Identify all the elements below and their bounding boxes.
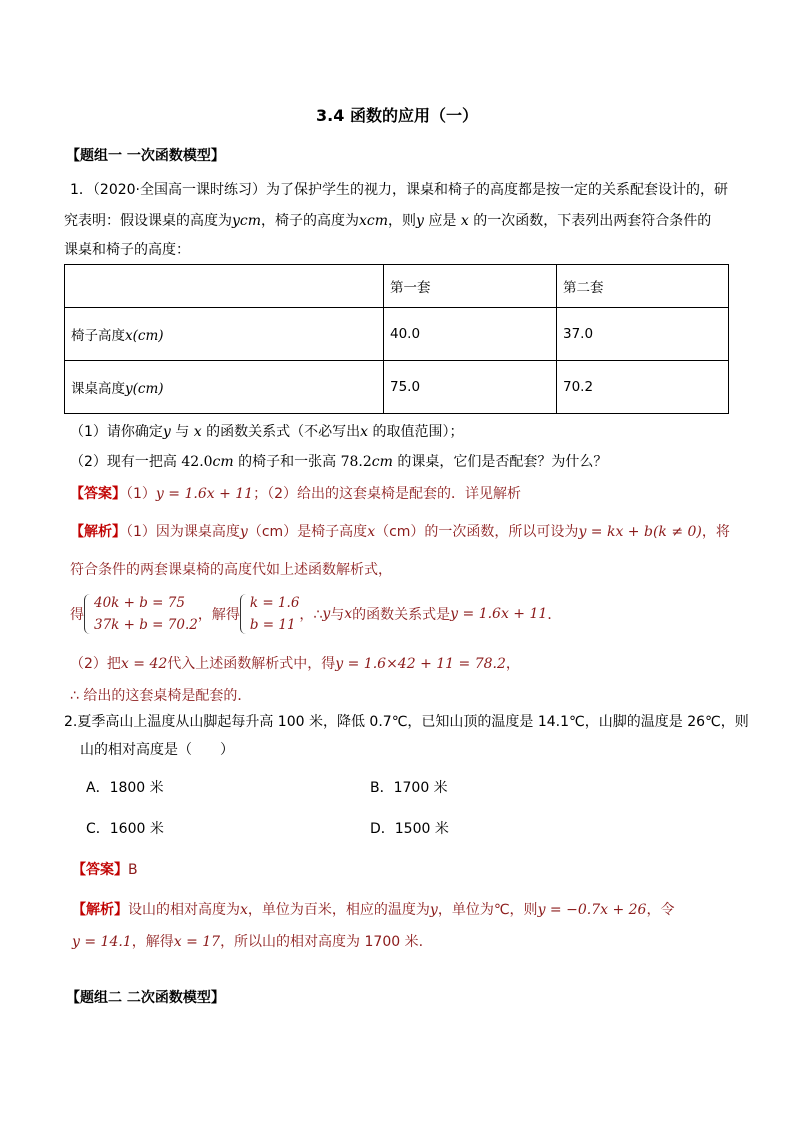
height-table (64, 264, 729, 414)
table-row-label: 课桌高度y(cm) (65, 361, 384, 414)
q2-line-1: 2.夏季高山上温度从山脚起每升高 100 米，降低 0.7℃，已知山顶的温度是 14.1℃，山脚的温度是 26℃，则 (64, 714, 749, 730)
q1-analysis-part-2: （2）把x = 42代入上述函数解析式中，得y = 1.6×42 + 11 = 78.2， (70, 656, 520, 672)
q2-line-2: 山的相对高度是（ ） (80, 742, 234, 758)
table-header-cell: 第一套 (384, 265, 557, 308)
table-cell: 40.0 (384, 308, 557, 361)
q1-equation-system: 得40k + b = 75 37k + b = 70.2，解得k = 1.6 b = 11，∴y与x的函数关系式是y = 1.6x + 11． (70, 592, 561, 636)
table-header-cell (65, 265, 384, 308)
group-heading-1: 【题组一 一次函数模型】 (66, 148, 225, 164)
answer-label: 【答案】 (70, 486, 126, 502)
table-header-cell: 第二套 (557, 265, 729, 308)
q1-conclusion: ∴ 给出的这套桌椅是配套的． (70, 688, 252, 704)
page-title: 3.4 函数的应用（一） (316, 106, 478, 125)
analysis-label: 【解析】 (72, 902, 128, 918)
table-cell: 37.0 (557, 308, 729, 361)
table-row (65, 308, 729, 361)
q1-sub-question-1: （1）请你确定y 与 x 的函数关系式（不必写出x 的取值范围）； (70, 424, 464, 440)
q1-sub-question-2: （2）现有一把高 42.0cm 的椅子和一张高 78.2cm 的课桌，它们是否配套？为什么？ (70, 454, 608, 470)
q2-option-d[interactable]: D．1500 米 (370, 821, 449, 837)
q1-line-2: 究表明：假设课桌的高度为ycm，椅子的高度为xcm，则y 应是 x 的一次函数，下表列出两套符合条件的 (64, 213, 712, 229)
table-cell: 70.2 (557, 361, 729, 414)
q1-answer: 【答案】（1）y = 1.6x + 11；（2）给出的这套桌椅是配套的．详见解析 (70, 486, 521, 502)
q2-option-a[interactable]: A．1800 米 (86, 780, 164, 796)
q2-answer: 【答案】B (72, 862, 138, 878)
equation-system-1: 40k + b = 75 37k + b = 70.2 (84, 592, 198, 636)
analysis-label: 【解析】 (70, 524, 126, 540)
q2-analysis-line-1: 【解析】设山的相对高度为x，单位为百米，相应的温度为y，单位为℃，则y = −0.7x + 26，令 (72, 902, 675, 918)
table-row (65, 361, 729, 414)
answer-label: 【答案】 (72, 862, 128, 878)
q2-analysis-line-2: y = 14.1，解得x = 17，所以山的相对高度为 1700 米. (72, 934, 424, 950)
q1-line-3: 课桌和椅子的高度： (64, 242, 190, 258)
q2-option-c[interactable]: C．1600 米 (86, 821, 164, 837)
table-row-label: 椅子高度x(cm) (65, 308, 384, 361)
table-cell: 75.0 (384, 361, 557, 414)
group-heading-2: 【题组二 二次函数模型】 (66, 990, 225, 1006)
q1-line-1: 1．（2020·全国高一课时练习）为了保护学生的视力，课桌和椅子的高度都是按一定的关系配套设计的，研 (70, 182, 728, 198)
q1-analysis-line-1: 【解析】（1）因为课桌高度y（cm）是椅子高度x（cm）的一次函数，所以可设为y = kx + b(k ≠ 0)，将 (70, 524, 730, 540)
q1-analysis-line-2: 符合条件的两套课桌椅的高度代如上述函数解析式， (70, 562, 392, 578)
q2-option-b[interactable]: B．1700 米 (370, 780, 448, 796)
equation-system-2: k = 1.6 b = 11 (240, 592, 300, 636)
table-header-row (65, 265, 729, 308)
